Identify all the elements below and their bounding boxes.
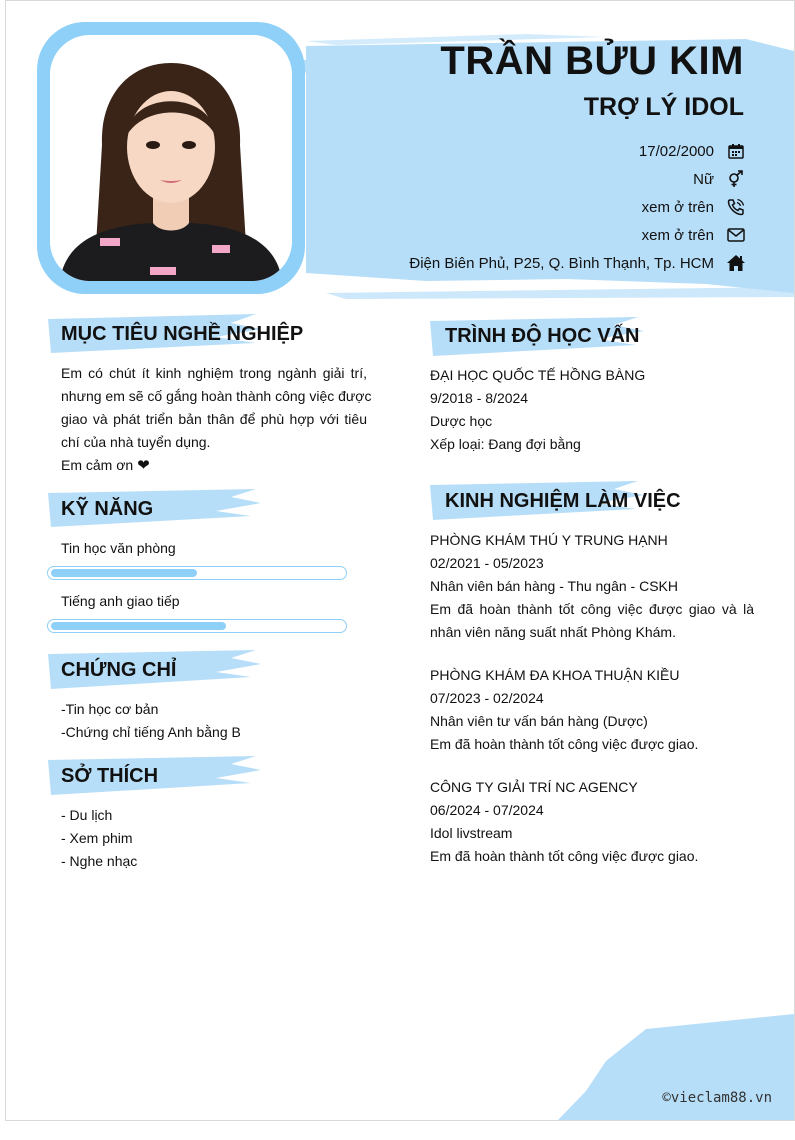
- education-period: 9/2018 - 8/2024: [430, 390, 529, 406]
- certificates-title: CHỨNG CHỈ: [61, 659, 177, 681]
- job-period: 06/2024 - 07/2024: [430, 802, 544, 818]
- hobbies-title: SỞ THÍCH: [61, 765, 159, 787]
- certificate-item: -Tin học cơ bản: [61, 701, 159, 717]
- job-description: Em đã hoàn thành tốt công việc được giao.: [430, 736, 699, 752]
- contact-birthday: [639, 139, 746, 163]
- contact-email: [642, 223, 746, 247]
- skill-bar: [47, 619, 347, 633]
- objective-line: Em có chút ít kinh nghiệm trong ngành giải trí,: [61, 365, 367, 381]
- email-value: xem ở trên: [641, 226, 714, 244]
- candidate-name: TRẦN BỬU KIM: [440, 39, 744, 83]
- home-icon: [726, 253, 746, 273]
- skill-name: Tin học văn phòng: [61, 540, 176, 556]
- gender-value: Nữ: [693, 170, 714, 188]
- calendar-icon: [726, 141, 746, 161]
- watermark: ©vieclam88.vn: [662, 1090, 772, 1106]
- job-position: Nhân viên tư vấn bán hàng (Dược): [430, 713, 648, 729]
- contact-phone: [642, 195, 746, 219]
- certificates-list: [61, 698, 241, 744]
- birthday-value: 17/02/2000: [638, 142, 714, 160]
- job-description: Em đã hoàn thành tốt công việc được giao.: [430, 848, 699, 864]
- education-block: [430, 364, 645, 456]
- gender-icon: [726, 169, 746, 189]
- education-grade: Xếp loại: Đang đợi bằng: [430, 436, 581, 452]
- job-description: Em đã hoàn thành tốt công việc được giao và là: [430, 601, 754, 617]
- job-company: PHÒNG KHÁM THÚ Y TRUNG HẠNH: [430, 532, 668, 548]
- job-position: Nhân viên bán hàng - Thu ngân - CSKH: [430, 578, 679, 594]
- hobby-item: - Xem phim: [61, 830, 133, 846]
- skill-name: Tiếng anh giao tiếp: [61, 593, 180, 609]
- education-major: Dược học: [430, 413, 493, 429]
- education-title: TRÌNH ĐỘ HỌC VẤN: [445, 325, 640, 347]
- skill-bar: [47, 566, 347, 580]
- objective-closing: Em cảm ơn: [61, 457, 134, 473]
- job-period: 02/2021 - 05/2023: [430, 555, 544, 571]
- cv-page: [5, 0, 795, 1121]
- phone-icon: [726, 197, 746, 217]
- skill-bar-fill: [51, 569, 197, 577]
- objective-title: MỤC TIÊU NGHỀ NGHIỆP: [61, 323, 304, 345]
- contact-gender: [693, 167, 746, 191]
- objective-closing-line: [61, 454, 367, 477]
- heart-icon: ❤: [137, 457, 150, 474]
- objective-text: [61, 362, 372, 477]
- job-title: TRỢ LÝ IDOL: [583, 93, 744, 121]
- hobby-item: - Du lịch: [61, 807, 113, 823]
- job-description: nhân viên năng suất nhất Phòng Khám.: [430, 624, 676, 640]
- hobby-item: - Nghe nhạc: [61, 853, 138, 869]
- job-entry: [430, 776, 754, 868]
- experience-title: KINH NGHIỆM LÀM VIỆC: [445, 490, 681, 512]
- email-icon: [726, 225, 746, 245]
- job-entry: [430, 529, 754, 644]
- address-value: Điện Biên Phủ, P25, Q. Bình Thạnh, Tp. HCM: [409, 254, 714, 272]
- profile-photo: [50, 35, 292, 281]
- photo-frame: [37, 22, 305, 294]
- objective-line: giao và phát triển bản thân để phù hợp với tiêu: [61, 411, 367, 427]
- contact-address: [409, 251, 746, 275]
- job-position: Idol livstream: [430, 825, 513, 841]
- job-period: 07/2023 - 02/2024: [430, 690, 544, 706]
- objective-line: chí của nhà tuyển dụng.: [61, 434, 211, 450]
- phone-value: xem ở trên: [641, 198, 714, 216]
- skill-bar-fill: [51, 622, 226, 630]
- education-school: ĐẠI HỌC QUỐC TẾ HỒNG BÀNG: [430, 367, 646, 383]
- job-entry: [430, 664, 754, 756]
- skills-title: KỸ NĂNG: [61, 498, 154, 520]
- job-company: CÔNG TY GIẢI TRÍ NC AGENCY: [430, 779, 638, 795]
- hobbies-list: [61, 804, 137, 873]
- objective-line: nhưng em sẽ cố gắng hoàn thành công việc được: [61, 388, 372, 404]
- certificate-item: -Chứng chỉ tiếng Anh bằng B: [61, 724, 241, 740]
- job-company: PHÒNG KHÁM ĐA KHOA THUẬN KIỀU: [430, 667, 680, 683]
